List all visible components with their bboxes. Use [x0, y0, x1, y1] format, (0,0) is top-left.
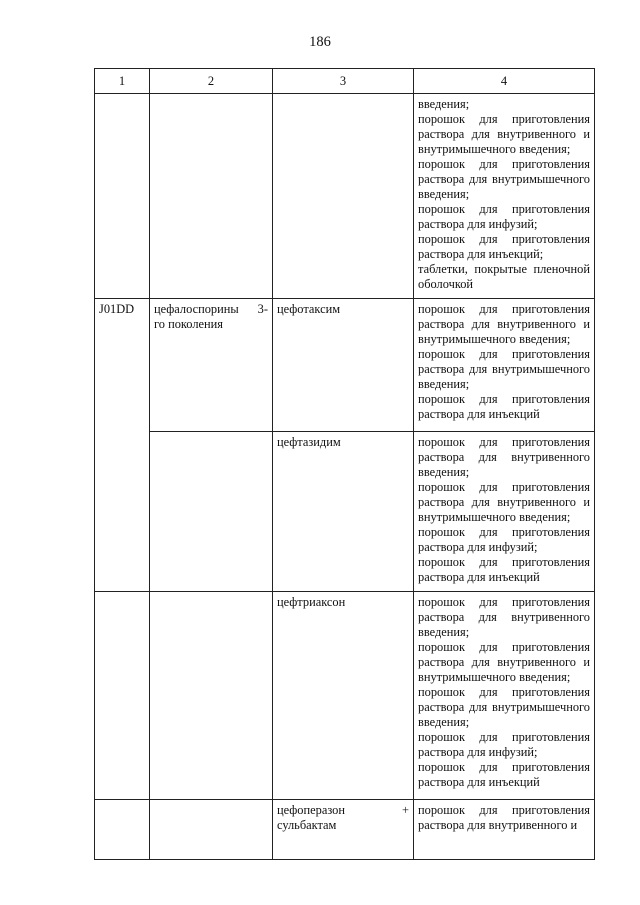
column-header: 2 [150, 69, 273, 94]
table-row [95, 800, 595, 860]
dosage-form-line: введения; [418, 715, 470, 729]
column-header: 1 [95, 69, 150, 94]
drug-name-line: цефтазидим [277, 435, 341, 449]
dosage-form-line: раствора для внутривенного и [418, 317, 590, 331]
dosage-form-item [418, 347, 590, 392]
table-body [95, 94, 595, 860]
dosage-forms-cell [414, 299, 595, 432]
dosage-form-line: раствора для инфузий; [418, 217, 538, 231]
column-header: 3 [273, 69, 414, 94]
dosage-form-item [418, 97, 590, 112]
dosage-form-line: порошок для приготовления [418, 525, 590, 539]
dosage-form-line: порошок для приготовления [418, 112, 590, 126]
atc-code-cell [95, 800, 150, 860]
group-name-cell [150, 432, 273, 592]
dosage-form-item [418, 640, 590, 685]
group-name-cell [150, 94, 273, 299]
drug-name-line: цефоперазон + [277, 803, 409, 817]
dosage-form-line: раствора для внутривенного и [418, 495, 590, 509]
dosage-form-item [418, 555, 590, 585]
dosage-form-line: раствора для инъекций [418, 775, 540, 789]
dosage-form-line: порошок для приготовления [418, 392, 590, 406]
dosage-form-line: раствора для инфузий; [418, 540, 538, 554]
atc-code-cell [95, 299, 150, 592]
dosage-form-item [418, 595, 590, 640]
group-name-line: го поколения [154, 317, 223, 331]
table-row [95, 94, 595, 299]
table-row [95, 299, 595, 432]
table-row [95, 592, 595, 800]
dosage-form-line: раствора для внутримышечного [418, 172, 590, 186]
dosage-form-line: раствора для внутривенного и [418, 655, 590, 669]
dosage-form-line: таблетки, покрытые пленочной [418, 262, 590, 276]
dosage-forms-cell [414, 800, 595, 860]
dosage-form-line: порошок для приготовления [418, 640, 590, 654]
dosage-form-line: внутримышечного введения; [418, 670, 571, 684]
page-number: 186 [309, 34, 331, 50]
dosage-form-line: порошок для приготовления [418, 435, 590, 449]
dosage-form-item [418, 803, 590, 833]
dosage-form-line: порошок для приготовления [418, 595, 590, 609]
drug-table [94, 68, 595, 860]
dosage-form-line: порошок для приготовления [418, 302, 590, 316]
dosage-form-line: раствора для внутривенного и [418, 127, 590, 141]
dosage-form-item [418, 232, 590, 262]
drug-name-cell [273, 592, 414, 800]
dosage-form-item [418, 262, 590, 292]
dosage-form-line: раствора для внутримышечного [418, 700, 590, 714]
dosage-form-line: порошок для приготовления [418, 202, 590, 216]
dosage-form-line: порошок для приготовления [418, 347, 590, 361]
dosage-form-item [418, 480, 590, 525]
dosage-form-line: раствора для инфузий; [418, 745, 538, 759]
dosage-form-line: раствора для инъекций [418, 570, 540, 584]
group-name-cell [150, 592, 273, 800]
dosage-form-line: порошок для приготовления [418, 685, 590, 699]
dosage-form-item [418, 525, 590, 555]
dosage-form-item [418, 112, 590, 157]
dosage-form-item [418, 685, 590, 730]
dosage-form-item [418, 760, 590, 790]
dosage-form-line: порошок для приготовления [418, 480, 590, 494]
atc-code-cell [95, 94, 150, 299]
dosage-form-item [418, 302, 590, 347]
dosage-form-line: раствора для внутривенного [418, 450, 590, 464]
dosage-form-line: введения; [418, 465, 470, 479]
dosage-form-line: раствора для инъекций [418, 407, 540, 421]
dosage-forms-cell [414, 432, 595, 592]
dosage-forms-cell [414, 592, 595, 800]
dosage-form-line: порошок для приготовления [418, 730, 590, 744]
group-name-cell [150, 299, 273, 432]
dosage-form-line: раствора для внутривенного и [418, 818, 578, 832]
drug-name-cell [273, 432, 414, 592]
dosage-form-line: порошок для приготовления [418, 232, 590, 246]
group-name-line: цефалоспорины 3- [154, 302, 268, 316]
table-row [95, 432, 595, 592]
dosage-form-line: внутримышечного введения; [418, 332, 571, 346]
group-name-cell [150, 800, 273, 860]
drug-name-line: сульбактам [277, 818, 337, 832]
dosage-form-line: оболочкой [418, 277, 474, 291]
dosage-form-line: введения; [418, 187, 470, 201]
dosage-forms-cell [414, 94, 595, 299]
column-header: 4 [414, 69, 595, 94]
drug-name-line: цефтриаксон [277, 595, 346, 609]
dosage-form-line: раствора для инъекций; [418, 247, 544, 261]
dosage-form-item [418, 392, 590, 422]
drug-name-line: цефотаксим [277, 302, 341, 316]
drug-name-cell [273, 94, 414, 299]
drug-name-cell [273, 800, 414, 860]
dosage-form-item [418, 435, 590, 480]
dosage-form-line: раствора для внутримышечного [418, 362, 590, 376]
dosage-form-line: внутримышечного введения; [418, 142, 571, 156]
dosage-form-line: введения; [418, 97, 470, 111]
table-header-row [95, 69, 595, 94]
dosage-form-item [418, 157, 590, 202]
atc-code: J01DD [99, 302, 135, 316]
dosage-form-line: порошок для приготовления [418, 803, 590, 817]
drug-name-cell [273, 299, 414, 432]
dosage-form-item [418, 730, 590, 760]
dosage-form-line: введения; [418, 625, 470, 639]
dosage-form-line: порошок для приготовления [418, 760, 590, 774]
dosage-form-line: внутримышечного введения; [418, 510, 571, 524]
dosage-form-line: порошок для приготовления [418, 157, 590, 171]
dosage-form-line: порошок для приготовления [418, 555, 590, 569]
atc-code-cell [95, 592, 150, 800]
dosage-form-item [418, 202, 590, 232]
dosage-form-line: введения; [418, 377, 470, 391]
dosage-form-line: раствора для внутривенного [418, 610, 590, 624]
